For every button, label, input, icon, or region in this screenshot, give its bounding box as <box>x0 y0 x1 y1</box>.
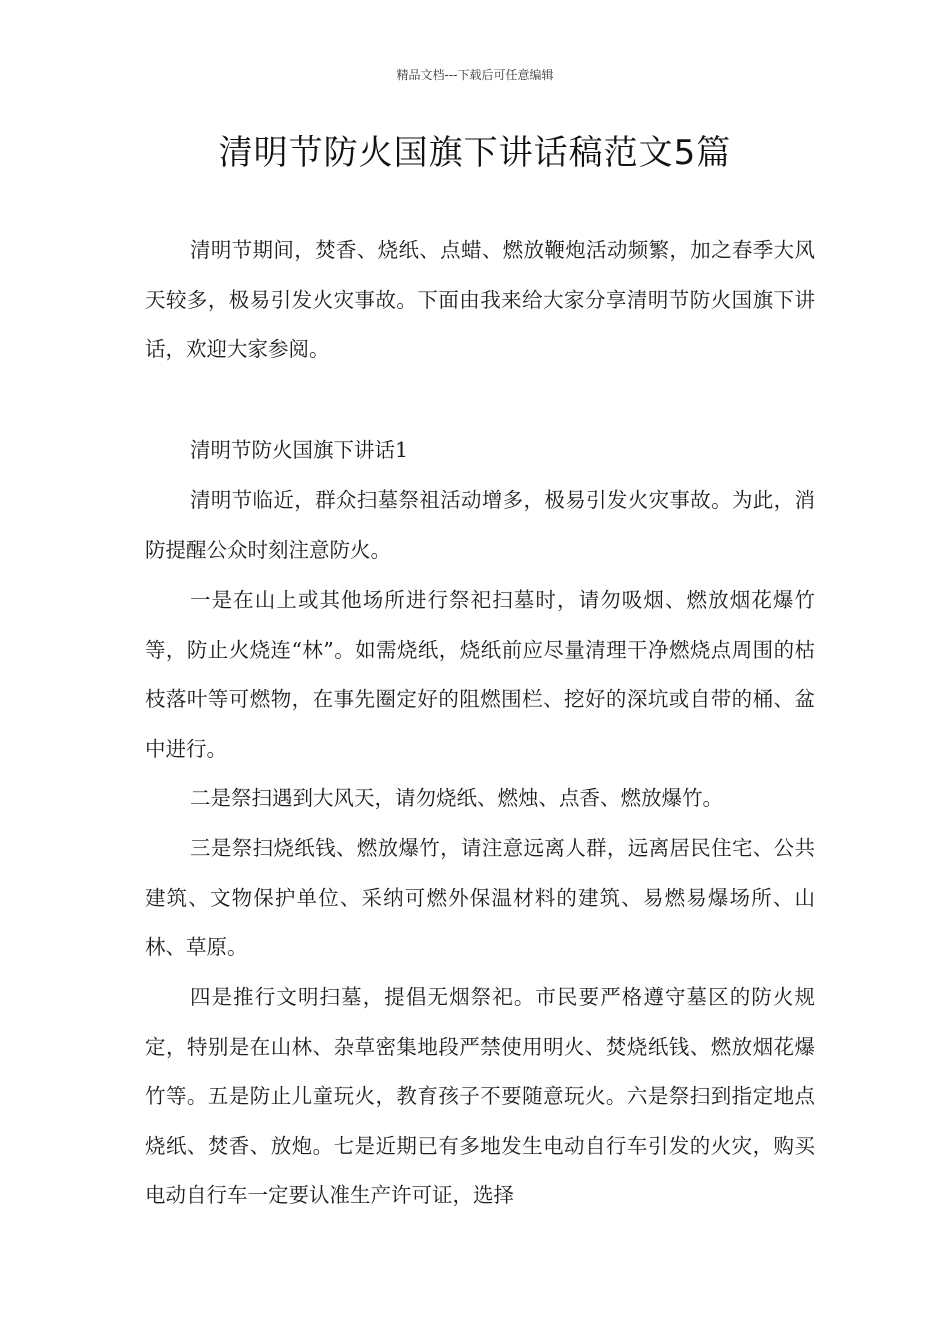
body-paragraph-4: 三是祭扫烧纸钱、燃放爆竹，请注意远离人群，远离居民住宅、公共建筑、文物保护单位、采纳可燃外保温材料的建筑、易燃易爆场所、山林、草原。 <box>145 836 815 959</box>
section-heading: 清明节防火国旗下讲话1 <box>190 438 409 462</box>
body-paragraph-3: 二是祭扫遇到大风天，请勿烧纸、燃烛、点香、燃放爆竹。 <box>190 786 723 810</box>
body-paragraph-5: 四是推行文明扫墓，提倡无烟祭祀。市民要严格遵守墓区的防火规定，特别是在山林、杂草密集地段严禁使用明火、焚烧纸钱、燃放烟花爆竹等。五是防止儿童玩火，教育孩子不要随意玩火。六是祭扫到指定地点烧纸、焚香、放炮。七是近期已有多地发生电动自行车引发的火灾，购买电动自行车一定要认准生产许可证，选择 <box>145 985 815 1207</box>
document-title: 清明节防火国旗下讲话稿范文5篇 <box>218 133 732 173</box>
body-paragraph-2: 一是在山上或其他场所进行祭祀扫墓时，请勿吸烟、燃放烟花爆竹等，防止火烧连“林”。如需烧纸，烧纸前应尽量清理干净燃烧点周围的枯枝落叶等可燃物，在事先圈定好的阻燃围栏、挖好的深坑或自带的桶、盆中进行。 <box>145 588 815 761</box>
intro-paragraph: 清明节期间，焚香、烧纸、点蜡、燃放鞭炮活动频繁，加之春季大风天较多，极易引发火灾事故。下面由我来给大家分享清明节防火国旗下讲话，欢迎大家参阅。 <box>145 238 815 361</box>
header-note: 精品文档---下载后可任意编辑 <box>396 68 554 82</box>
body-paragraph-1: 清明节临近，群众扫墓祭祖活动增多，极易引发火灾事故。为此，消防提醒公众时刻注意防火。 <box>145 488 815 562</box>
